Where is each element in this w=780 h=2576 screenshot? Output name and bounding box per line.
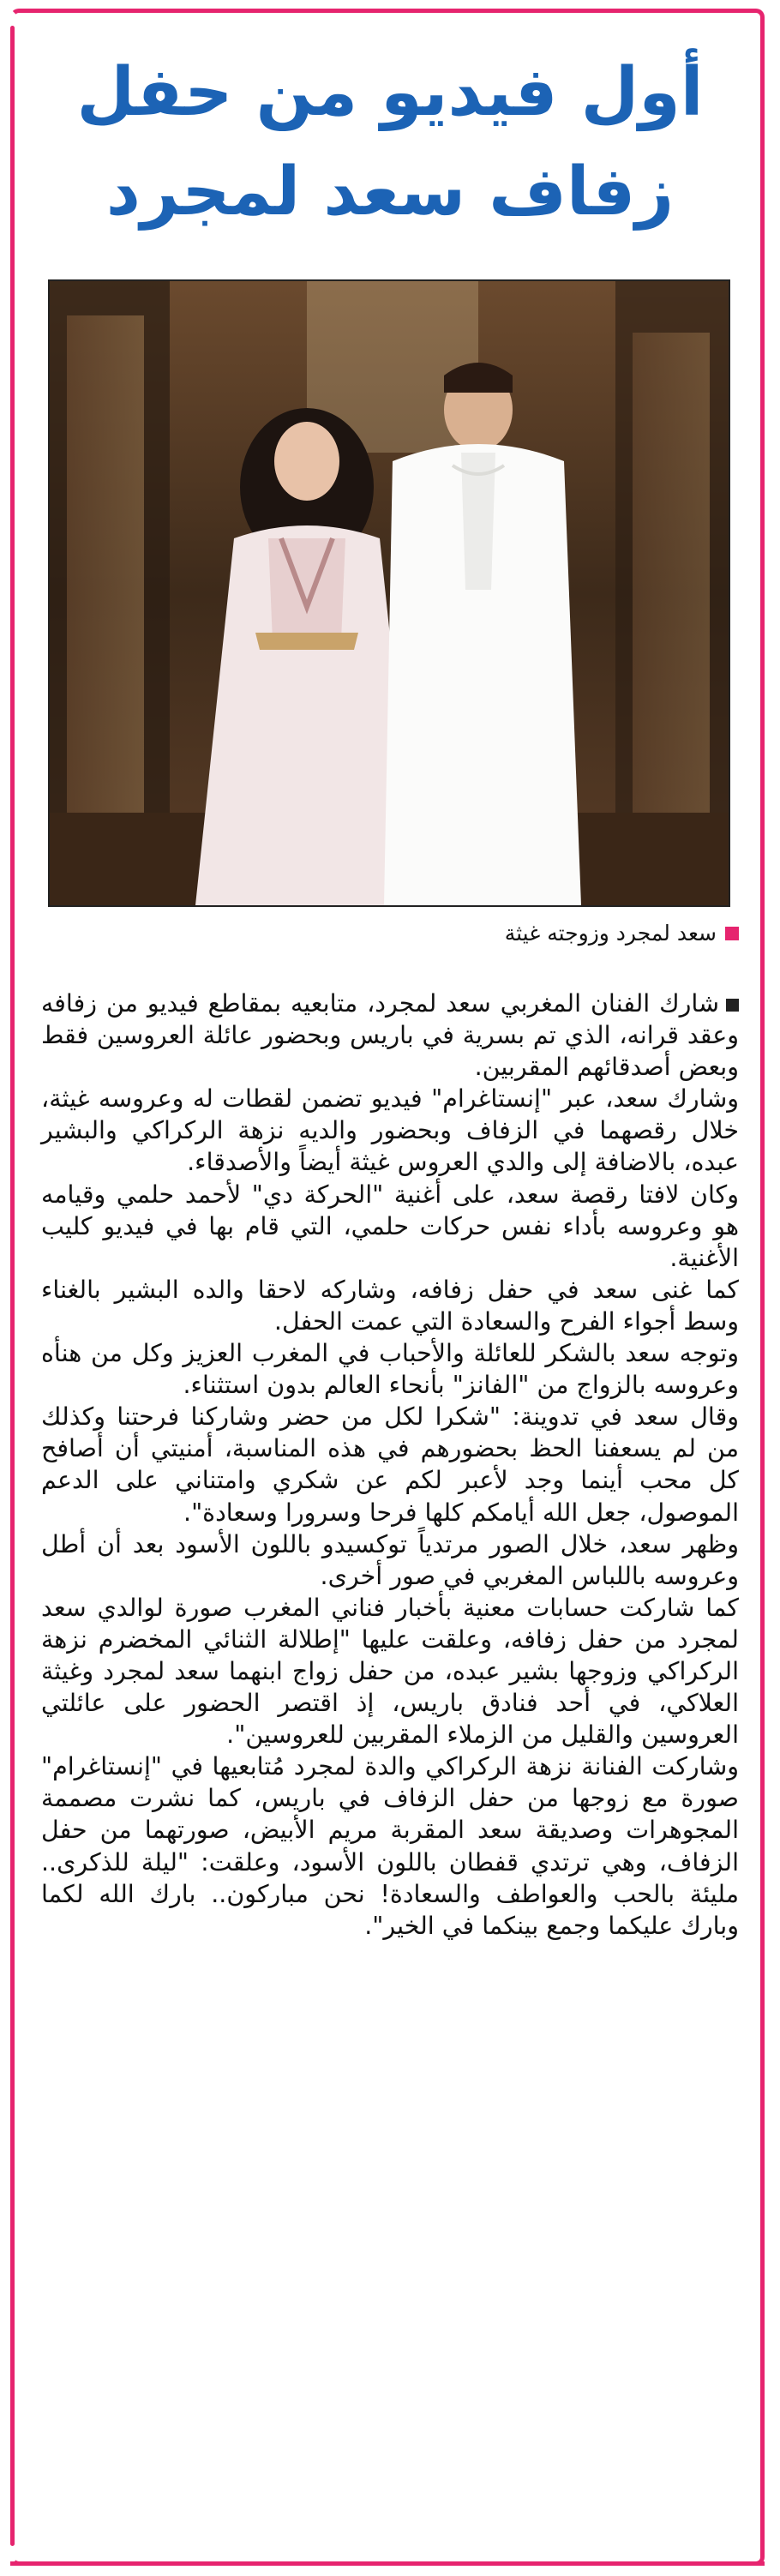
bottom-border — [10, 2561, 765, 2566]
paragraph: وكان لافتا رقصة سعد، على أغنية "الحركة دي" لأحمد حلمي وقيامه هو وعروسه بأداء نفس حركات حلمي، التي قام بها في فيديو كليب الأغنية. — [41, 1180, 739, 1272]
article-body — [41, 988, 739, 1942]
paragraph: كما شاركت حسابات معنية بأخبار فناني المغرب صورة لوالدي سعد لمجرد من حفل زفافه، وعلقت عليها "إطلالة الثنائي المخضرم نزهة الركراكي وزوجها بشير عبده، من حفل زواج ابنهما سعد لمجرد وغيثة العلاكي، في أحد فنادق باريس، إذ اقتصر الحضور على عائلتي العروسين والقليل من الزملاء المقربين للعروسين". — [41, 1593, 739, 1750]
article-photo — [48, 279, 730, 907]
page-frame-left-bar — [10, 26, 15, 2546]
paragraph: وقال سعد في تدوينة: "شكرا لكل من حضر وشاركنا فرحتنا وكذلك من لم يسعفنا الحظ بحضورهم في هذه المناسبة، أمنيتي أن أصافح كل محب أينما وجد لأعبر لكم عن شكري وامتناني على الدعم الموصول، جعل الله أيامكم كلها فرحا وسرورا وسعادة". — [41, 1402, 739, 1527]
bullet-square-icon — [726, 999, 739, 1012]
photo-caption-text: سعد لمجرد وزوجته غيثة — [504, 921, 717, 946]
paragraph: وتوجه سعد بالشكر للعائلة والأحباب في المغرب العزيز وكل من هنأه وعروسه بالزواج من "الفانز" بأنحاء العالم بدون استثناء. — [41, 1339, 739, 1400]
paragraph: كما غنى سعد في حفل زفافه، وشاركه لاحقا والده البشير بالغناء وسط أجواء الفرح والسعادة التي عمت الحفل. — [41, 1275, 739, 1336]
paragraph — [41, 988, 739, 1083]
wedding-photo-illustration — [50, 281, 729, 905]
headline-line-1: أول فيديو من حفل — [76, 54, 704, 131]
caption-square-icon — [725, 927, 739, 940]
paragraph: وشاركت الفنانة نزهة الركراكي والدة لمجرد مُتابعيها في "إنستاغرام" صورة مع زوجها من حفل الزفاف في باريس، كما نشرت مصممة المجوهرات وصديقة سعد المقربة مريم الأبيض، صورتهما من حفل الزفاف، وهي ترتدي قفطان باللون الأسود، وعلقت: "ليلة للذكرى.. مليئة بالحب والعواطف والسعادة! نحن مباركون.. بارك الله لكما وبارك عليكما وجمع بينكما في الخير". — [41, 1752, 739, 1940]
paragraph-text: شارك الفنان المغربي سعد لمجرد، متابعيه بمقاطع فيديو من زفافه وعقد قرانه، الذي تم بسرية في باريس وبحضور عائلة العروسين فقط وبعض أصدقائهم المقربين. — [41, 989, 739, 1082]
paragraph: وظهر سعد، خلال الصور مرتدياً توكسيدو باللون الأسود بعد أن أطل وعروسه باللباس المغربي في صور أخرى. — [41, 1529, 739, 1590]
paragraph: وشارك سعد، عبر "إنستاغرام" فيديو تضمن لقطات له وعروسه غيثة، خلال رقصهما في الزفاف وبحضور والديه نزهة الركراكي والبشير عبده، بالاضافة إلى والدي العروس غيثة أيضاً والأصدقاء. — [41, 1084, 739, 1177]
photo-caption — [505, 921, 739, 946]
headline-line-2: زفاف سعد لمجرد — [105, 153, 675, 231]
article-headline — [34, 43, 746, 242]
